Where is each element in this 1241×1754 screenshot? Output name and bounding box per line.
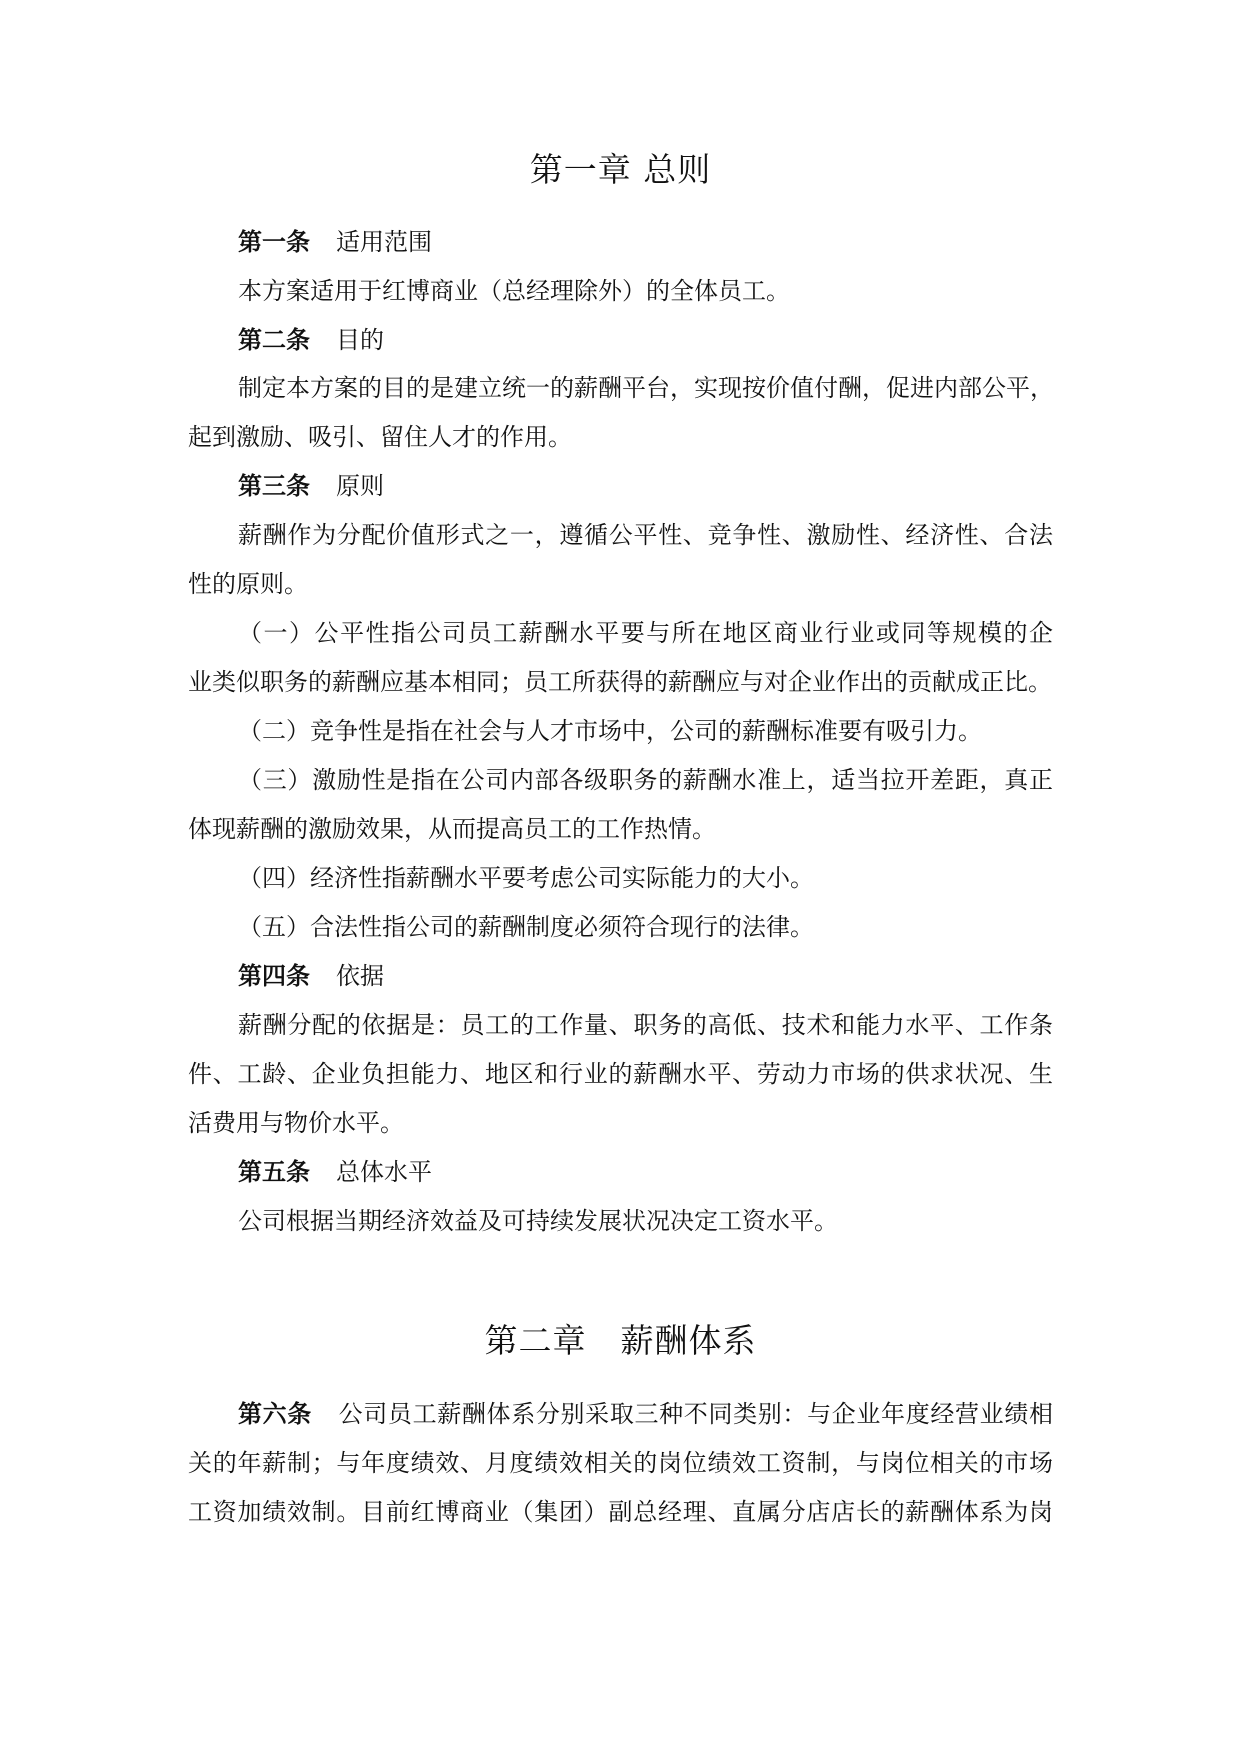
article-3-number: 第三条 xyxy=(238,472,310,500)
article-6-line-1 xyxy=(238,1398,1053,1430)
article-2-text-line-2: 起到激励、吸引、留住人才的作用。 xyxy=(188,423,572,451)
article-4-heading xyxy=(238,960,384,992)
article-1-heading xyxy=(238,226,432,258)
article-6-text-line-3: 工资加绩效制。目前红博商业（集团）副总经理、直属分店店长的薪酬体系为岗 xyxy=(188,1498,1053,1526)
principle-5: （五）合法性指公司的薪酬制度必须符合现行的法律。 xyxy=(238,913,814,941)
article-2-heading xyxy=(238,324,384,356)
article-3-text-line-1: 薪酬作为分配价值形式之一，遵循公平性、竞争性、激励性、经济性、合法 xyxy=(238,521,1053,549)
article-2-name: 目的 xyxy=(336,326,384,354)
article-4-number: 第四条 xyxy=(238,962,310,990)
article-3-text-line-2: 性的原则。 xyxy=(188,570,308,598)
article-1-name: 适用范围 xyxy=(336,228,432,256)
principle-1-line-2: 业类似职务的薪酬应基本相同；员工所获得的薪酬应与对企业作出的贡献成正比。 xyxy=(188,668,1052,696)
article-6-number: 第六条 xyxy=(238,1400,312,1428)
chapter-2-title: 第二章 薪酬体系 xyxy=(484,1321,757,1360)
article-1-number: 第一条 xyxy=(238,228,310,256)
principle-2: （二）竞争性是指在社会与人才市场中，公司的薪酬标准要有吸引力。 xyxy=(238,717,982,745)
article-4-text-line-1: 薪酬分配的依据是：员工的工作量、职务的高低、技术和能力水平、工作条 xyxy=(238,1011,1053,1039)
article-5-number: 第五条 xyxy=(238,1158,310,1186)
article-6-text-line-2: 关的年薪制；与年度绩效、月度绩效相关的岗位绩效工资制，与岗位相关的市场 xyxy=(188,1449,1053,1477)
article-4-text-line-3: 活费用与物价水平。 xyxy=(188,1109,404,1137)
article-1-text: 本方案适用于红博商业（总经理除外）的全体员工。 xyxy=(238,277,790,305)
principle-4: （四）经济性指薪酬水平要考虑公司实际能力的大小。 xyxy=(238,864,814,892)
article-4-text-line-2: 件、工龄、企业负担能力、地区和行业的薪酬水平、劳动力市场的供求状况、生 xyxy=(188,1060,1053,1088)
principle-1-line-1: （一）公平性指公司员工薪酬水平要与所在地区商业行业或同等规模的企 xyxy=(238,619,1053,647)
chapter-1-title: 第一章 总则 xyxy=(529,150,712,189)
principle-3-line-1: （三）激励性是指在公司内部各级职务的薪酬水准上，适当拉开差距，真正 xyxy=(238,766,1053,794)
article-5-name: 总体水平 xyxy=(336,1158,432,1186)
principle-3-line-2: 体现薪酬的激励效果，从而提高员工的工作热情。 xyxy=(188,815,716,843)
article-6-text-line-1: 公司员工薪酬体系分别采取三种不同类别：与企业年度经营业绩相 xyxy=(337,1400,1053,1428)
article-2-text-line-1: 制定本方案的目的是建立统一的薪酬平台，实现按价值付酬，促进内部公平， xyxy=(238,374,1054,402)
article-5-heading xyxy=(238,1156,432,1188)
article-5-text: 公司根据当期经济效益及可持续发展状况决定工资水平。 xyxy=(238,1207,838,1235)
article-3-name: 原则 xyxy=(336,472,384,500)
article-2-number: 第二条 xyxy=(238,326,310,354)
article-4-name: 依据 xyxy=(336,962,384,990)
article-3-heading xyxy=(238,470,384,502)
